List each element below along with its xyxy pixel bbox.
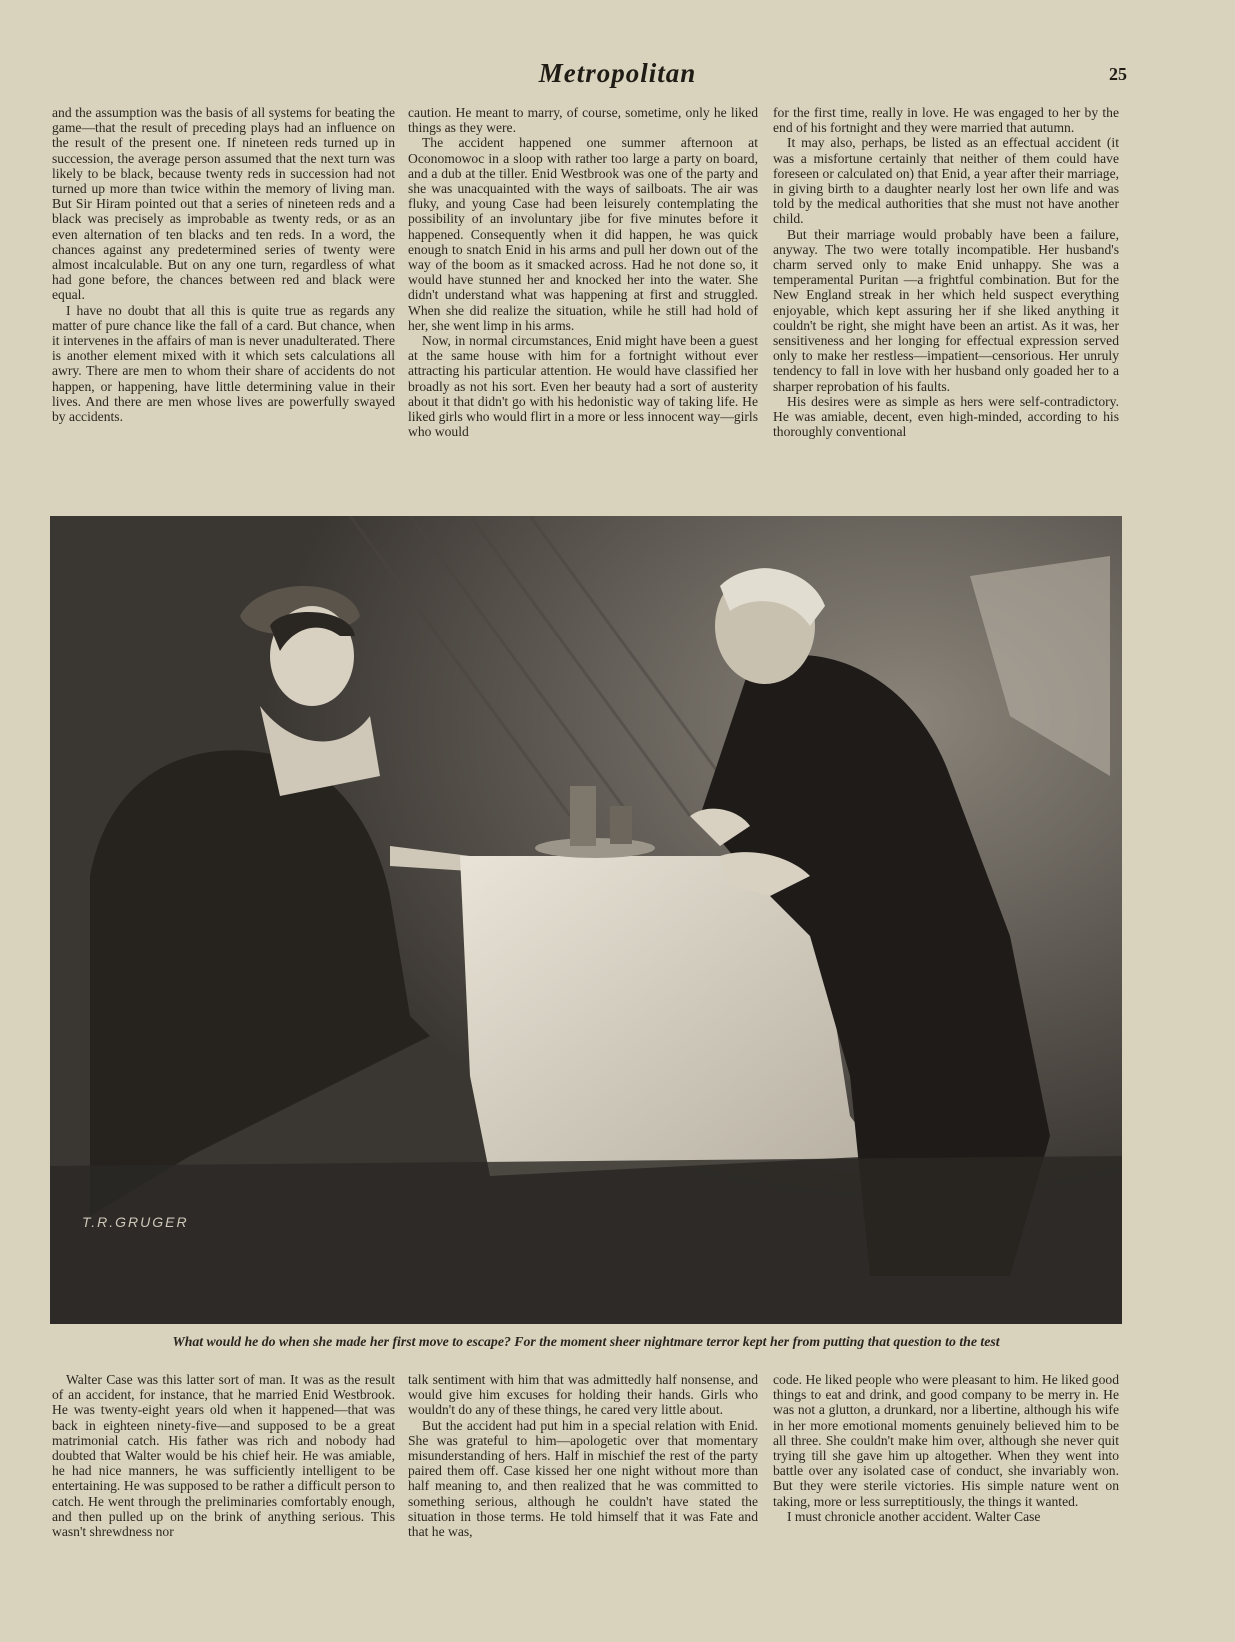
page-title: Metropolitan	[538, 58, 697, 88]
article-column-1	[52, 105, 395, 500]
article-column-4	[52, 1372, 395, 1572]
paragraph: I must chronicle another accident. Walter Case	[787, 1508, 1041, 1524]
illustration-drawing	[50, 516, 1122, 1324]
paragraph: It may also, perhaps, be listed as an effectual accident (it was a misfortune certainly that neither of them could have foreseen or calculated on) that Enid, a year after their marriage, in giving birth to a daughter nearly lost her own life and was told by the medical authorities that she must not have another child.	[773, 135, 1119, 227]
paragraph: His desires were as simple as hers were self-contradictory. He was amiable, decent, even high-minded, according to his thoroughly conventional	[773, 393, 1119, 440]
paragraph: for the first time, really in love. He was engaged to her by the end of his fortnight and they were married that autumn.	[773, 105, 1119, 136]
article-column-3	[773, 105, 1119, 500]
paragraph: I have no doubt that all this is quite true as regards any matter of pure chance like the fall of a card. But chance, when it intervenes in the affairs of man is never unadulterated. There is another element mixed with it which sets calculations all awry. There are men to whom their share of accidents do not happen, or happening, have little determining value in their lives. And there are men whose lives are powerfully swayed by accidents.	[52, 302, 395, 425]
paragraph: talk sentiment with him that was admittedly half nonsense, and would give him excuses for holding their hands. Girls who wouldn't do any of these things, he cared very little about.	[408, 1372, 758, 1418]
paragraph: code. He liked people who were pleasant to him. He liked good things to eat and drink, and good company to be merry in. He was not a glutton, a drunkard, nor a libertine, although his wife in her more emotional moments genuinely believed him to be all three. She couldn't make him over, although she never quit trying till she gave him up altogether. When they went into battle over any isolated case of conduct, she invariably won. But they were sterile victories. His simple nature went on taking, more or less surreptitiously, the things it wanted.	[773, 1372, 1119, 1509]
illustration-caption: What would he do when she made her first move to escape? For the moment sheer nightmare terror kept her from putting that question to the test	[172, 1334, 1000, 1349]
paragraph: Walter Case was this latter sort of man. It was as the result of an accident, for instance, that he married Enid Westbrook. He was twenty-eight years old when it happened—that was back in eighteen ninety-five—and supposed to be a great matrimonial catch. His father was rich and nobody had doubted that Walter would be his chief heir. He was amiable, he had nice manners, he was sufficiently intelligent to be entertaining. He was supposed to be rather a difficult person to catch. He went through the preliminaries comfortably enough, and then pulled up on the brink of anything serious. This wasn't shrewdness nor	[52, 1372, 395, 1540]
artist-signature: T.R.GRUGER	[82, 1214, 189, 1230]
paragraph: The accident happened one summer afternoon at Oconomowoc in a sloop with rather too large a party on board, and a dub at the tiller. Enid Westbrook was one of the party and she was unacquainted with the ways of sailboats. The air was fluky, and young Case had been leisurely contemplating the possibility of an involuntary jibe for five minutes before it happened. Consequently when it did happen, he was quick enough to snatch Enid in his arms and pull her down out of the way of the boom as it smacked across. Had he not done so, it would have stunned her and knocked her into the water. She didn't understand what was happening at first and struggled. When she did realize the situation, while he still had hold of her, she went limp in his arms.	[408, 135, 758, 333]
paragraph: caution. He meant to marry, of course, sometime, only he liked things as they were.	[408, 105, 758, 136]
paragraph: and the assumption was the basis of all systems for beating the game—that the result of preceding plays had an influence on the result of the present one. If nineteen reds turned up in succession, the average person assumed that the next turn was likely to be black, because twenty reds in succession had not turned up more than twice within the memory of living man. But Sir Hiram pointed out that a series of nineteen reds and a black was precisely as improbable as twenty reds, or as an even alternation of ten blacks and ten reds. In a word, the chances against any predetermined series of twenty were almost incalculable. But on any one turn, regardless of what had gone before, the chances between red and black were equal.	[52, 105, 395, 303]
article-column-5	[408, 1372, 758, 1572]
story-illustration	[50, 516, 1122, 1324]
paragraph: Now, in normal circumstances, Enid might have been a guest at the same house with him for a fortnight without ever attracting his particular attention. He would have classified her broadly as not his sort. Even her beauty had a sort of austerity about it that didn't go with his hedonistic way of taking life. He liked girls who would flirt in a more or less innocent way—girls who would	[408, 333, 758, 440]
page-number: 25	[1109, 64, 1127, 84]
paragraph: But the accident had put him in a special relation with Enid. She was grateful to him—apologetic over that momentary misunderstanding of hers. Half in mischief the rest of the party paired them off. Case kissed her one night without more than half meaning to, and then realized that he was committed to something serious, although he couldn't have stated the situation in those terms. He told himself that it was Fate and that he was,	[408, 1417, 758, 1540]
article-column-2	[408, 105, 758, 500]
paragraph: But their marriage would probably have been a failure, anyway. The two were totally incompatible. Her husband's charm served only to make Enid unhappy. She was a temperamental Puritan —a frightful combination. But for the New England streak in her which held suspect everything enjoyable, which kept assuring her if she liked anything it couldn't be right, she might have been an artist. As it was, her sensitiveness and her longing for effectual expression served only to make her restless—impatient—censorious. Her unruly tendency to fall in love with her husband only goaded her to a sharper reprobation of his faults.	[773, 226, 1119, 394]
article-column-6	[773, 1372, 1119, 1572]
